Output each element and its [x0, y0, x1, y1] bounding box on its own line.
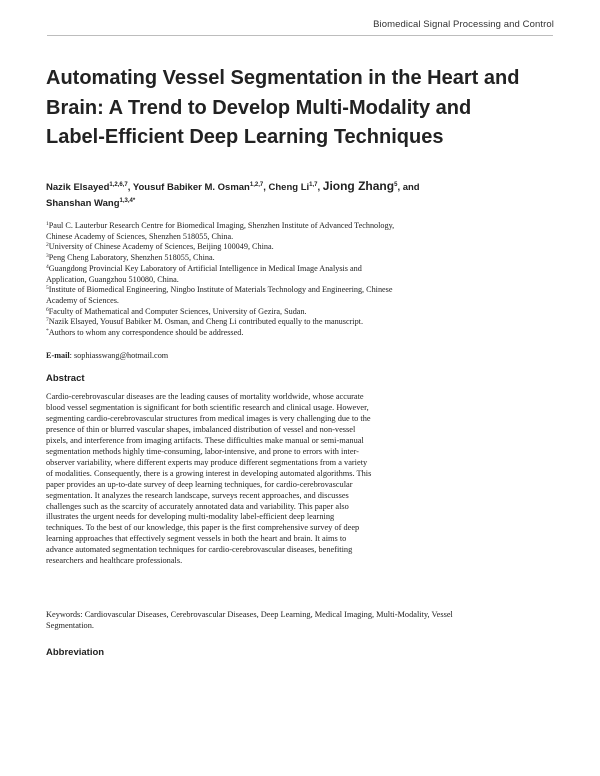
affiliation-line: [46, 285, 556, 296]
affiliation-line: [46, 242, 556, 253]
abstract-line: challenges such as the scarcity of accurately annotated data and variability. This paper also: [46, 501, 349, 511]
affiliation-text: Institute of Biomedical Engineering, Ningbo Institute of Materials Technology and Engineering, Chinese: [48, 285, 393, 295]
author-name: Nazik Elsayed: [46, 182, 110, 193]
author-name: Cheng Li: [268, 182, 310, 193]
affiliation-text: Nazik Elsayed, Yousuf Babiker M. Osman, and Cheng Li contributed equally to the manuscript.: [48, 317, 363, 327]
affiliation-line: [46, 275, 556, 286]
affiliation-mark: 3: [46, 253, 49, 260]
affiliation-line: [46, 317, 556, 328]
author-name: Shanshan Wang: [46, 198, 120, 209]
affiliation-line: [46, 328, 556, 339]
abstract-line: segmentation. It analyzes the research landscape, surveys recent approaches, and discusses: [46, 490, 349, 500]
journal-name: Biomedical Signal Processing and Control: [373, 19, 554, 30]
author-affiliation-marks: 1,7: [309, 182, 318, 188]
abstract-line: learning approaches that effectively segment vessels in both the heart and brain. It aims to: [46, 534, 347, 544]
title-line: Brain: A Trend to Develop Multi-Modality and: [46, 96, 472, 119]
affiliation-mark: 5: [46, 285, 49, 292]
abstract-line: techniques. To the best of our knowledge, this paper is the first comprehensive survey of deep: [46, 523, 360, 533]
abstract-body: [46, 392, 558, 567]
keywords-block: [46, 609, 558, 631]
affiliation-mark: 1: [46, 221, 49, 227]
affiliation-mark: 6: [46, 306, 49, 313]
affiliation-text: Application, Guangzhou 510080, China.: [46, 274, 179, 284]
affiliation-text: Chinese Academy of Sciences, Shenzhen 518055, China.: [46, 231, 234, 241]
author-affiliation-marks: 5: [394, 182, 398, 188]
affiliation-line: [46, 232, 556, 243]
email-label: E-mail: [46, 351, 70, 360]
affiliation-mark: 2: [46, 242, 49, 249]
abstract-line: Cardio-cerebrovascular diseases are the leading causes of mortality worldwide, whose accurate: [46, 392, 364, 401]
abstract-line: segmentation methods highly time-consuming, labor-intensive, and prone to errors with inter-: [46, 446, 359, 456]
affiliation-text: Paul C. Lauterbur Research Centre for Biomedical Imaging, Shenzhen Institute of Advanced Technology,: [48, 221, 395, 230]
author-name: Jiong Zhang: [322, 179, 395, 193]
email-address[interactable]: : sophiasswang@hotmail.com: [69, 351, 169, 360]
contact-email: [46, 351, 168, 360]
author-line: Nazik Elsayed$^{1,2,6,7}$, Yousuf Babiker M. Osman$^{1,2,7}$, Cheng Li$^{1,7}$, Jiong Zhang$^5$, and: [46, 179, 420, 193]
affiliation-text: Academy of Sciences.: [46, 295, 119, 305]
abstract-heading: Abstract: [46, 373, 85, 384]
affiliation-line: [46, 264, 556, 275]
abstract-line: illustrates the urgent needs for developing multi-modality label-efficient deep learning: [46, 512, 335, 522]
abstract-line: presence of thin or blurred vascular shapes, imbalanced distribution of vessel and non-vessel: [46, 424, 356, 434]
affiliation-line: [46, 253, 556, 264]
affiliation-mark: 4: [46, 263, 49, 270]
title-line: Automating Vessel Segmentation in the Heart and: [46, 67, 520, 89]
abbreviation-heading: Abbreviation: [46, 647, 105, 658]
author-list: [46, 178, 556, 212]
affiliation-list: [46, 221, 556, 339]
affiliation-mark: *: [46, 328, 49, 335]
affiliation-text: Peng Cheng Laboratory, Shenzhen 518055, China.: [48, 253, 215, 263]
title-line: Label-Efficient Deep Learning Techniques: [46, 126, 444, 148]
abstract-line: researchers and healthcare professionals.: [46, 556, 183, 566]
affiliation-line: [46, 296, 556, 307]
abstract-line: advance automated segmentation techniques for cardio-cerebrovascular diseases, benefiting: [46, 545, 353, 555]
affiliation-text: Guangdong Provincial Key Laboratory of Artificial Intelligence in Medical Image Analysis and: [48, 263, 362, 273]
abstract-line: segmenting cardio-cerebrovascular structures from medical images is very challenging due to the: [46, 413, 371, 423]
affiliation-text: University of Chinese Academy of Sciences, Beijing 100049, China.: [48, 242, 274, 252]
abstract-line: of modalities. Consequently, there is a growing interest in developing automated algorithms. This: [46, 468, 372, 478]
author-name: Yousuf Babiker M. Osman: [132, 182, 250, 193]
abstract-line: blood vessel segmentation is significant for both scientific research and clinical usage. However,: [46, 402, 369, 412]
header-rule: [47, 35, 553, 36]
keywords-line: Keywords: Cardiovascular Diseases, Cerebrovascular Diseases, Deep Learning, Medical Imaging, Multi-Modality, Vessel: [46, 610, 453, 619]
affiliation-text: Authors to whom any correspondence should be addressed.: [48, 328, 244, 338]
keywords-line: Segmentation.: [46, 621, 94, 630]
affiliation-text: Faculty of Mathematical and Computer Sciences, University of Gezira, Sudan.: [48, 306, 307, 316]
author-line: [46, 196, 556, 212]
abstract-line: pixels, and interference from imaging artifacts. These difficulties make manual or semi-manual: [46, 435, 364, 445]
affiliation-line: [46, 307, 556, 318]
author-affiliation-marks: 1,2,6,7: [109, 182, 128, 188]
affiliation-mark: 7: [46, 317, 49, 324]
author-affiliation-marks: 1,3,4*: [119, 198, 136, 204]
abstract-line: paper provides an up-to-date survey of deep learning techniques, for cardio-cerebrovascular: [46, 479, 353, 489]
abstract-line: observer variability, where different experts may produce different segmentations from a variety: [46, 457, 368, 467]
paper-title: [46, 64, 556, 153]
affiliation-line: [46, 221, 556, 232]
author-conjunction: and: [402, 182, 420, 193]
author-affiliation-marks: 1,2,7: [249, 182, 264, 188]
